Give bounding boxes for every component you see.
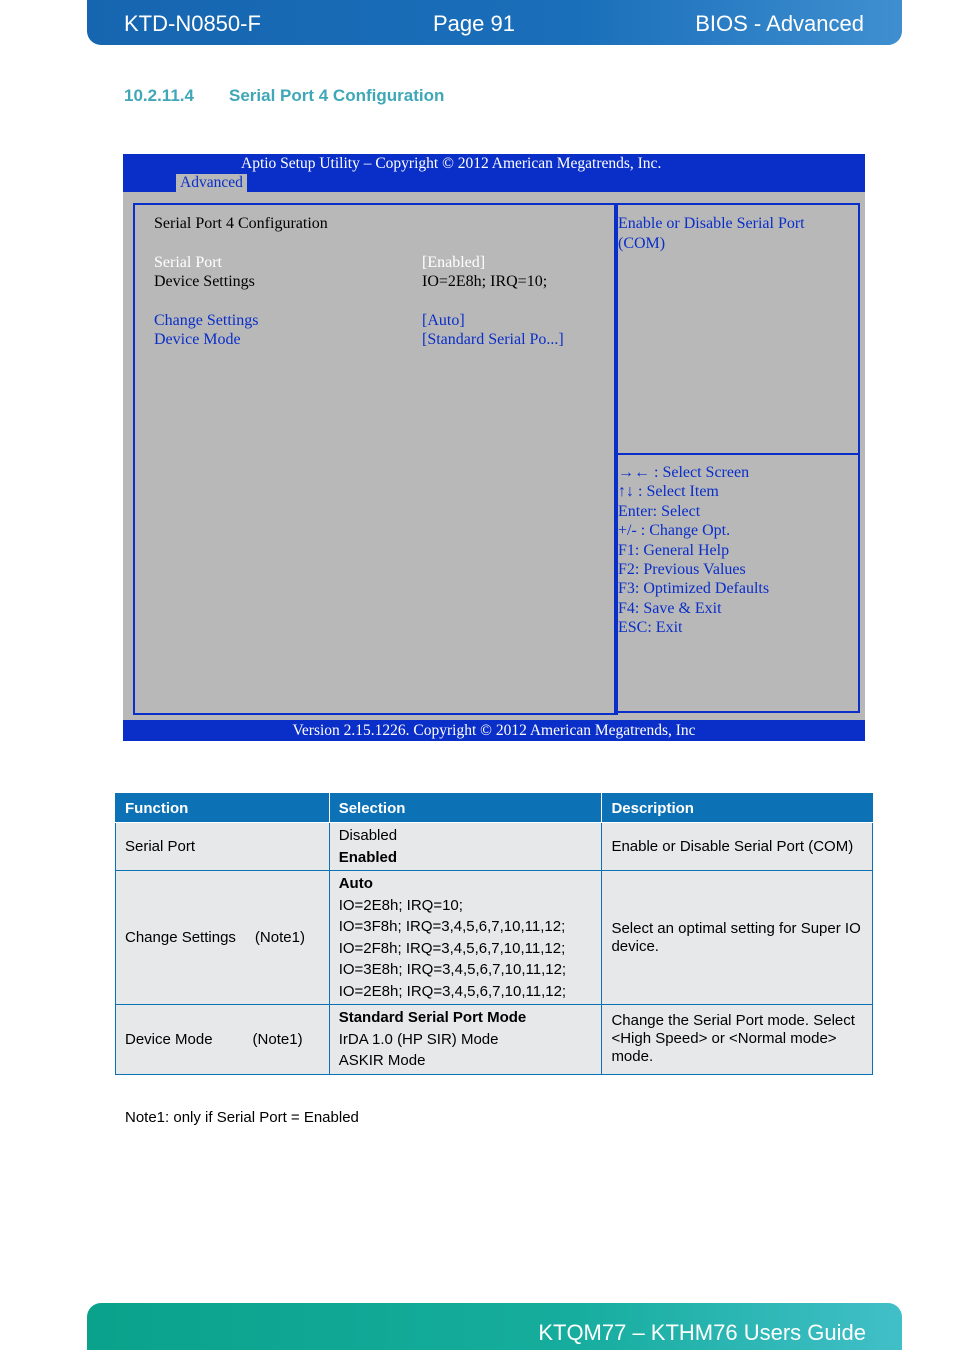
table-row — [116, 871, 873, 1005]
function-name: Change Settings — [125, 928, 236, 946]
key-select-item: ↑↓ : Select Item — [618, 483, 719, 501]
setting-change-settings-value[interactable]: [Auto] — [422, 312, 465, 329]
setting-serial-port-value[interactable]: [Enabled] — [422, 254, 486, 271]
tab-advanced[interactable]: Advanced — [176, 174, 247, 192]
selection-option-default: Standard Serial Port Mode — [338, 1009, 527, 1026]
setting-change-settings-label[interactable]: Change Settings — [154, 312, 259, 329]
note-reference: (Note1) — [252, 1030, 303, 1048]
page-number: Page 91 — [433, 11, 515, 36]
page-footer — [87, 1303, 902, 1350]
table-header-row — [116, 794, 873, 823]
key-select-screen: →← : Select Screen — [618, 464, 750, 481]
function-name: Device Mode — [125, 1030, 213, 1048]
selection-cell — [329, 1005, 602, 1075]
selection-option: Disabled — [338, 827, 398, 844]
bios-key-legend — [614, 453, 860, 713]
selection-cell — [329, 823, 602, 871]
selection-option: IO=2E8h; IRQ=3,4,5,6,7,10,11,12; — [338, 982, 567, 1000]
settings-table — [115, 793, 873, 1075]
table-row — [116, 1005, 873, 1075]
help-text: Enable or Disable Serial Port (COM) — [618, 215, 805, 252]
setting-device-mode-label[interactable]: Device Mode — [154, 331, 241, 348]
key-f2: F2: Previous Values — [618, 561, 746, 579]
footnote: Note1: only if Serial Port = Enabled — [125, 1109, 359, 1126]
bios-screenshot — [123, 154, 865, 741]
key-enter: Enter: Select — [618, 502, 701, 520]
key-legend-list — [618, 463, 769, 638]
description-cell: Change the Serial Port mode. Select <High Speed> or <Normal mode> mode. — [602, 1005, 873, 1075]
selection-option: IO=2E8h; IRQ=10; — [338, 896, 463, 914]
selection-option: IrDA 1.0 (HP SIR) Mode — [338, 1030, 499, 1048]
description-cell: Select an optimal setting for Super IO device. — [602, 871, 873, 1005]
key-f3: F3: Optimized Defaults — [618, 580, 770, 598]
section-heading — [124, 86, 444, 106]
table-row — [116, 823, 873, 871]
chapter-title: BIOS - Advanced — [695, 11, 864, 36]
selection-cell — [329, 871, 602, 1005]
key-esc: ESC: Exit — [618, 619, 683, 637]
page-header — [87, 0, 902, 45]
bios-title-bar — [123, 154, 865, 192]
header-selection: Selection — [329, 794, 602, 823]
key-f1: F1: General Help — [618, 541, 730, 559]
header-function: Function — [116, 794, 330, 823]
header-description: Description — [602, 794, 873, 823]
setting-device-settings-label: Device Settings — [154, 273, 255, 290]
bios-help-panel — [614, 203, 860, 455]
setting-device-settings-value: IO=2E8h; IRQ=10; — [422, 273, 548, 290]
key-f4: F4: Save & Exit — [618, 599, 722, 617]
section-title: Serial Port 4 Configuration — [229, 86, 445, 105]
function-cell — [116, 823, 330, 871]
description-cell: Enable or Disable Serial Port (COM) — [602, 823, 873, 871]
key-change-opt: +/- : Change Opt. — [618, 522, 731, 540]
selection-option: IO=3F8h; IRQ=3,4,5,6,7,10,11,12; — [338, 918, 566, 935]
panel-title: Serial Port 4 Configuration — [154, 215, 328, 232]
setting-serial-port-label[interactable]: Serial Port — [154, 254, 222, 271]
function-cell — [116, 871, 330, 1005]
selection-option: ASKIR Mode — [338, 1052, 426, 1069]
function-name: Serial Port — [125, 837, 196, 855]
setting-device-mode-value[interactable]: [Standard Serial Po...] — [422, 331, 564, 348]
selection-option-default: Auto — [338, 875, 373, 892]
manual-title: KTQM77 – KTHM76 Users Guide — [538, 1320, 866, 1345]
document-code: KTD-N0850-F — [124, 11, 261, 36]
note-reference: (Note1) — [254, 928, 305, 946]
selection-option: IO=2F8h; IRQ=3,4,5,6,7,10,11,12; — [338, 939, 566, 957]
function-cell — [116, 1005, 330, 1075]
bios-settings-panel — [133, 203, 618, 715]
bios-title: Aptio Setup Utility – Copyright © 2012 American Megatrends, Inc. — [241, 155, 662, 172]
bios-version-bar: Version 2.15.1226. Copyright © 2012 American Megatrends, Inc — [123, 720, 865, 741]
selection-option-default: Enabled — [338, 848, 398, 866]
section-number: 10.2.11.4 — [124, 86, 194, 105]
selection-option: IO=3E8h; IRQ=3,4,5,6,7,10,11,12; — [338, 961, 567, 978]
